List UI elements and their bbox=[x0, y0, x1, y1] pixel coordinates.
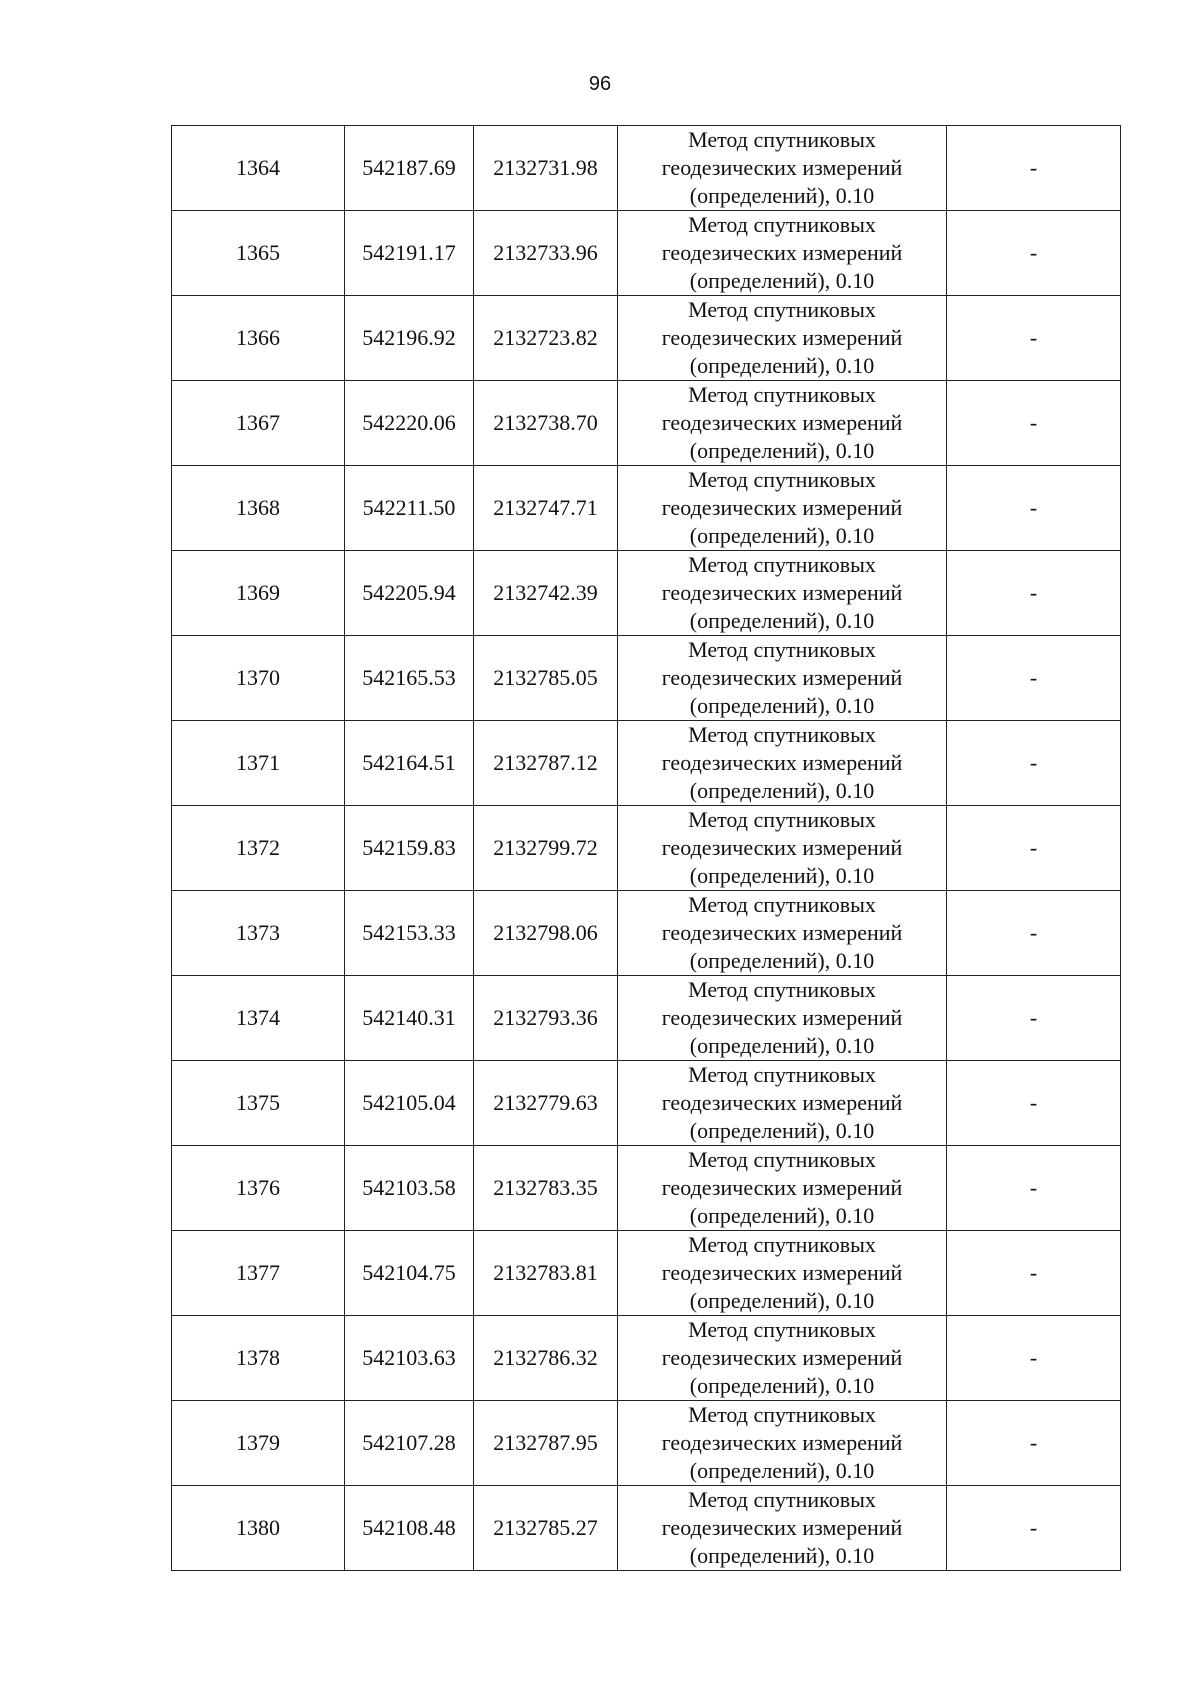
note-cell: - bbox=[947, 551, 1121, 636]
method-line-3: (определений), 0.10 bbox=[689, 778, 875, 803]
y-coordinate-cell: 2132779.63 bbox=[474, 1061, 618, 1146]
method-line-1: Метод спутниковых bbox=[688, 892, 876, 917]
point-number-cell: 1379 bbox=[172, 1401, 345, 1486]
method-line-1: Метод спутниковых bbox=[688, 382, 876, 407]
method-cell bbox=[618, 1316, 947, 1401]
method-cell bbox=[618, 891, 947, 976]
point-number-cell: 1364 bbox=[172, 126, 345, 211]
note-cell: - bbox=[947, 806, 1121, 891]
y-coordinate-cell: 2132785.27 bbox=[474, 1486, 618, 1571]
note-cell: - bbox=[947, 1061, 1121, 1146]
method-line-1: Метод спутниковых bbox=[688, 722, 876, 747]
method-line-1: Метод спутниковых bbox=[688, 297, 876, 322]
point-number-cell: 1380 bbox=[172, 1486, 345, 1571]
x-coordinate-cell: 542107.28 bbox=[345, 1401, 474, 1486]
method-line-3: (определений), 0.10 bbox=[689, 1288, 875, 1313]
method-cell bbox=[618, 976, 947, 1061]
note-cell: - bbox=[947, 296, 1121, 381]
table-row bbox=[172, 381, 1121, 466]
method-cell bbox=[618, 296, 947, 381]
point-number-cell: 1368 bbox=[172, 466, 345, 551]
method-cell bbox=[618, 1401, 947, 1486]
method-cell bbox=[618, 211, 947, 296]
method-line-1: Метод спутниковых bbox=[688, 1147, 876, 1172]
point-number-cell: 1366 bbox=[172, 296, 345, 381]
x-coordinate-cell: 542104.75 bbox=[345, 1231, 474, 1316]
method-line-3: (определений), 0.10 bbox=[689, 1118, 875, 1143]
x-coordinate-cell: 542159.83 bbox=[345, 806, 474, 891]
method-line-3: (определений), 0.10 bbox=[689, 1033, 875, 1058]
y-coordinate-cell: 2132733.96 bbox=[474, 211, 618, 296]
method-cell bbox=[618, 1061, 947, 1146]
method-line-2: геодезических измерений bbox=[661, 155, 903, 180]
method-line-2: геодезических измерений bbox=[661, 1005, 903, 1030]
method-line-1: Метод спутниковых bbox=[688, 977, 876, 1002]
point-number-cell: 1370 bbox=[172, 636, 345, 721]
coordinates-table-body bbox=[172, 126, 1121, 1571]
table-row bbox=[172, 636, 1121, 721]
table-row bbox=[172, 721, 1121, 806]
y-coordinate-cell: 2132742.39 bbox=[474, 551, 618, 636]
note-cell: - bbox=[947, 636, 1121, 721]
method-line-1: Метод спутниковых bbox=[688, 637, 876, 662]
y-coordinate-cell: 2132785.05 bbox=[474, 636, 618, 721]
method-line-1: Метод спутниковых bbox=[688, 807, 876, 832]
table-row bbox=[172, 891, 1121, 976]
y-coordinate-cell: 2132787.12 bbox=[474, 721, 618, 806]
table-row bbox=[172, 211, 1121, 296]
note-cell: - bbox=[947, 126, 1121, 211]
method-line-3: (определений), 0.10 bbox=[689, 693, 875, 718]
point-number-cell: 1365 bbox=[172, 211, 345, 296]
method-cell bbox=[618, 381, 947, 466]
x-coordinate-cell: 542211.50 bbox=[345, 466, 474, 551]
method-line-3: (определений), 0.10 bbox=[689, 948, 875, 973]
point-number-cell: 1375 bbox=[172, 1061, 345, 1146]
method-line-1: Метод спутниковых bbox=[688, 1232, 876, 1257]
note-cell: - bbox=[947, 1401, 1121, 1486]
note-cell: - bbox=[947, 1146, 1121, 1231]
method-line-2: геодезических измерений bbox=[661, 750, 903, 775]
method-line-1: Метод спутниковых bbox=[688, 1402, 876, 1427]
y-coordinate-cell: 2132798.06 bbox=[474, 891, 618, 976]
x-coordinate-cell: 542205.94 bbox=[345, 551, 474, 636]
x-coordinate-cell: 542105.04 bbox=[345, 1061, 474, 1146]
y-coordinate-cell: 2132786.32 bbox=[474, 1316, 618, 1401]
table-row bbox=[172, 1231, 1121, 1316]
method-line-1: Метод спутниковых bbox=[688, 552, 876, 577]
note-cell: - bbox=[947, 1486, 1121, 1571]
y-coordinate-cell: 2132747.71 bbox=[474, 466, 618, 551]
note-cell: - bbox=[947, 891, 1121, 976]
table-row bbox=[172, 296, 1121, 381]
method-line-2: геодезических измерений bbox=[661, 665, 903, 690]
table-row bbox=[172, 1401, 1121, 1486]
table-row bbox=[172, 806, 1121, 891]
method-line-3: (определений), 0.10 bbox=[689, 863, 875, 888]
note-cell: - bbox=[947, 1231, 1121, 1316]
method-line-2: геодезических измерений bbox=[661, 835, 903, 860]
method-line-2: геодезических измерений bbox=[661, 920, 903, 945]
method-line-1: Метод спутниковых bbox=[688, 1487, 876, 1512]
table-row bbox=[172, 1146, 1121, 1231]
table-row bbox=[172, 1061, 1121, 1146]
method-cell bbox=[618, 551, 947, 636]
method-line-2: геодезических измерений bbox=[661, 1515, 903, 1540]
point-number-cell: 1369 bbox=[172, 551, 345, 636]
method-line-2: геодезических измерений bbox=[661, 1345, 903, 1370]
method-cell bbox=[618, 636, 947, 721]
note-cell: - bbox=[947, 466, 1121, 551]
method-line-3: (определений), 0.10 bbox=[689, 1203, 875, 1228]
method-line-3: (определений), 0.10 bbox=[689, 268, 875, 293]
x-coordinate-cell: 542187.69 bbox=[345, 126, 474, 211]
method-line-2: геодезических измерений bbox=[661, 240, 903, 265]
point-number-cell: 1378 bbox=[172, 1316, 345, 1401]
coordinates-table bbox=[171, 125, 1121, 1571]
y-coordinate-cell: 2132723.82 bbox=[474, 296, 618, 381]
method-line-1: Метод спутниковых bbox=[688, 1317, 876, 1342]
x-coordinate-cell: 542164.51 bbox=[345, 721, 474, 806]
table-row bbox=[172, 1486, 1121, 1571]
method-line-2: геодезических измерений bbox=[661, 1430, 903, 1455]
note-cell: - bbox=[947, 211, 1121, 296]
point-number-cell: 1373 bbox=[172, 891, 345, 976]
point-number-cell: 1367 bbox=[172, 381, 345, 466]
page-number: 96 bbox=[588, 73, 612, 95]
note-cell: - bbox=[947, 1316, 1121, 1401]
method-line-2: геодезических измерений bbox=[661, 495, 903, 520]
method-line-2: геодезических измерений bbox=[661, 580, 903, 605]
method-line-2: геодезических измерений bbox=[661, 1175, 903, 1200]
y-coordinate-cell: 2132731.98 bbox=[474, 126, 618, 211]
method-line-3: (определений), 0.10 bbox=[689, 1458, 875, 1483]
method-cell bbox=[618, 1146, 947, 1231]
x-coordinate-cell: 542108.48 bbox=[345, 1486, 474, 1571]
method-line-3: (определений), 0.10 bbox=[689, 353, 875, 378]
table-row bbox=[172, 1316, 1121, 1401]
table-row bbox=[172, 976, 1121, 1061]
method-cell bbox=[618, 1231, 947, 1316]
x-coordinate-cell: 542103.63 bbox=[345, 1316, 474, 1401]
y-coordinate-cell: 2132738.70 bbox=[474, 381, 618, 466]
method-cell bbox=[618, 806, 947, 891]
x-coordinate-cell: 542196.92 bbox=[345, 296, 474, 381]
method-line-2: геодезических измерений bbox=[661, 1090, 903, 1115]
table-row bbox=[172, 466, 1121, 551]
method-line-3: (определений), 0.10 bbox=[689, 1543, 875, 1568]
y-coordinate-cell: 2132799.72 bbox=[474, 806, 618, 891]
y-coordinate-cell: 2132783.35 bbox=[474, 1146, 618, 1231]
note-cell: - bbox=[947, 381, 1121, 466]
x-coordinate-cell: 542165.53 bbox=[345, 636, 474, 721]
y-coordinate-cell: 2132793.36 bbox=[474, 976, 618, 1061]
method-line-1: Метод спутниковых bbox=[688, 127, 876, 152]
table-row bbox=[172, 551, 1121, 636]
x-coordinate-cell: 542153.33 bbox=[345, 891, 474, 976]
method-line-2: геодезических измерений bbox=[661, 325, 903, 350]
method-cell bbox=[618, 126, 947, 211]
method-line-3: (определений), 0.10 bbox=[689, 1373, 875, 1398]
method-line-3: (определений), 0.10 bbox=[689, 523, 875, 548]
method-line-1: Метод спутниковых bbox=[688, 1062, 876, 1087]
method-cell bbox=[618, 721, 947, 806]
y-coordinate-cell: 2132783.81 bbox=[474, 1231, 618, 1316]
method-line-3: (определений), 0.10 bbox=[689, 438, 875, 463]
x-coordinate-cell: 542103.58 bbox=[345, 1146, 474, 1231]
method-line-3: (определений), 0.10 bbox=[689, 608, 875, 633]
point-number-cell: 1371 bbox=[172, 721, 345, 806]
method-line-3: (определений), 0.10 bbox=[689, 183, 875, 208]
method-line-2: геодезических измерений bbox=[661, 410, 903, 435]
x-coordinate-cell: 542220.06 bbox=[345, 381, 474, 466]
table-row bbox=[172, 126, 1121, 211]
note-cell: - bbox=[947, 721, 1121, 806]
x-coordinate-cell: 542140.31 bbox=[345, 976, 474, 1061]
point-number-cell: 1376 bbox=[172, 1146, 345, 1231]
method-cell bbox=[618, 1486, 947, 1571]
point-number-cell: 1377 bbox=[172, 1231, 345, 1316]
method-line-2: геодезических измерений bbox=[661, 1260, 903, 1285]
x-coordinate-cell: 542191.17 bbox=[345, 211, 474, 296]
method-cell bbox=[618, 466, 947, 551]
note-cell: - bbox=[947, 976, 1121, 1061]
method-line-1: Метод спутниковых bbox=[688, 212, 876, 237]
point-number-cell: 1374 bbox=[172, 976, 345, 1061]
y-coordinate-cell: 2132787.95 bbox=[474, 1401, 618, 1486]
method-line-1: Метод спутниковых bbox=[688, 467, 876, 492]
point-number-cell: 1372 bbox=[172, 806, 345, 891]
